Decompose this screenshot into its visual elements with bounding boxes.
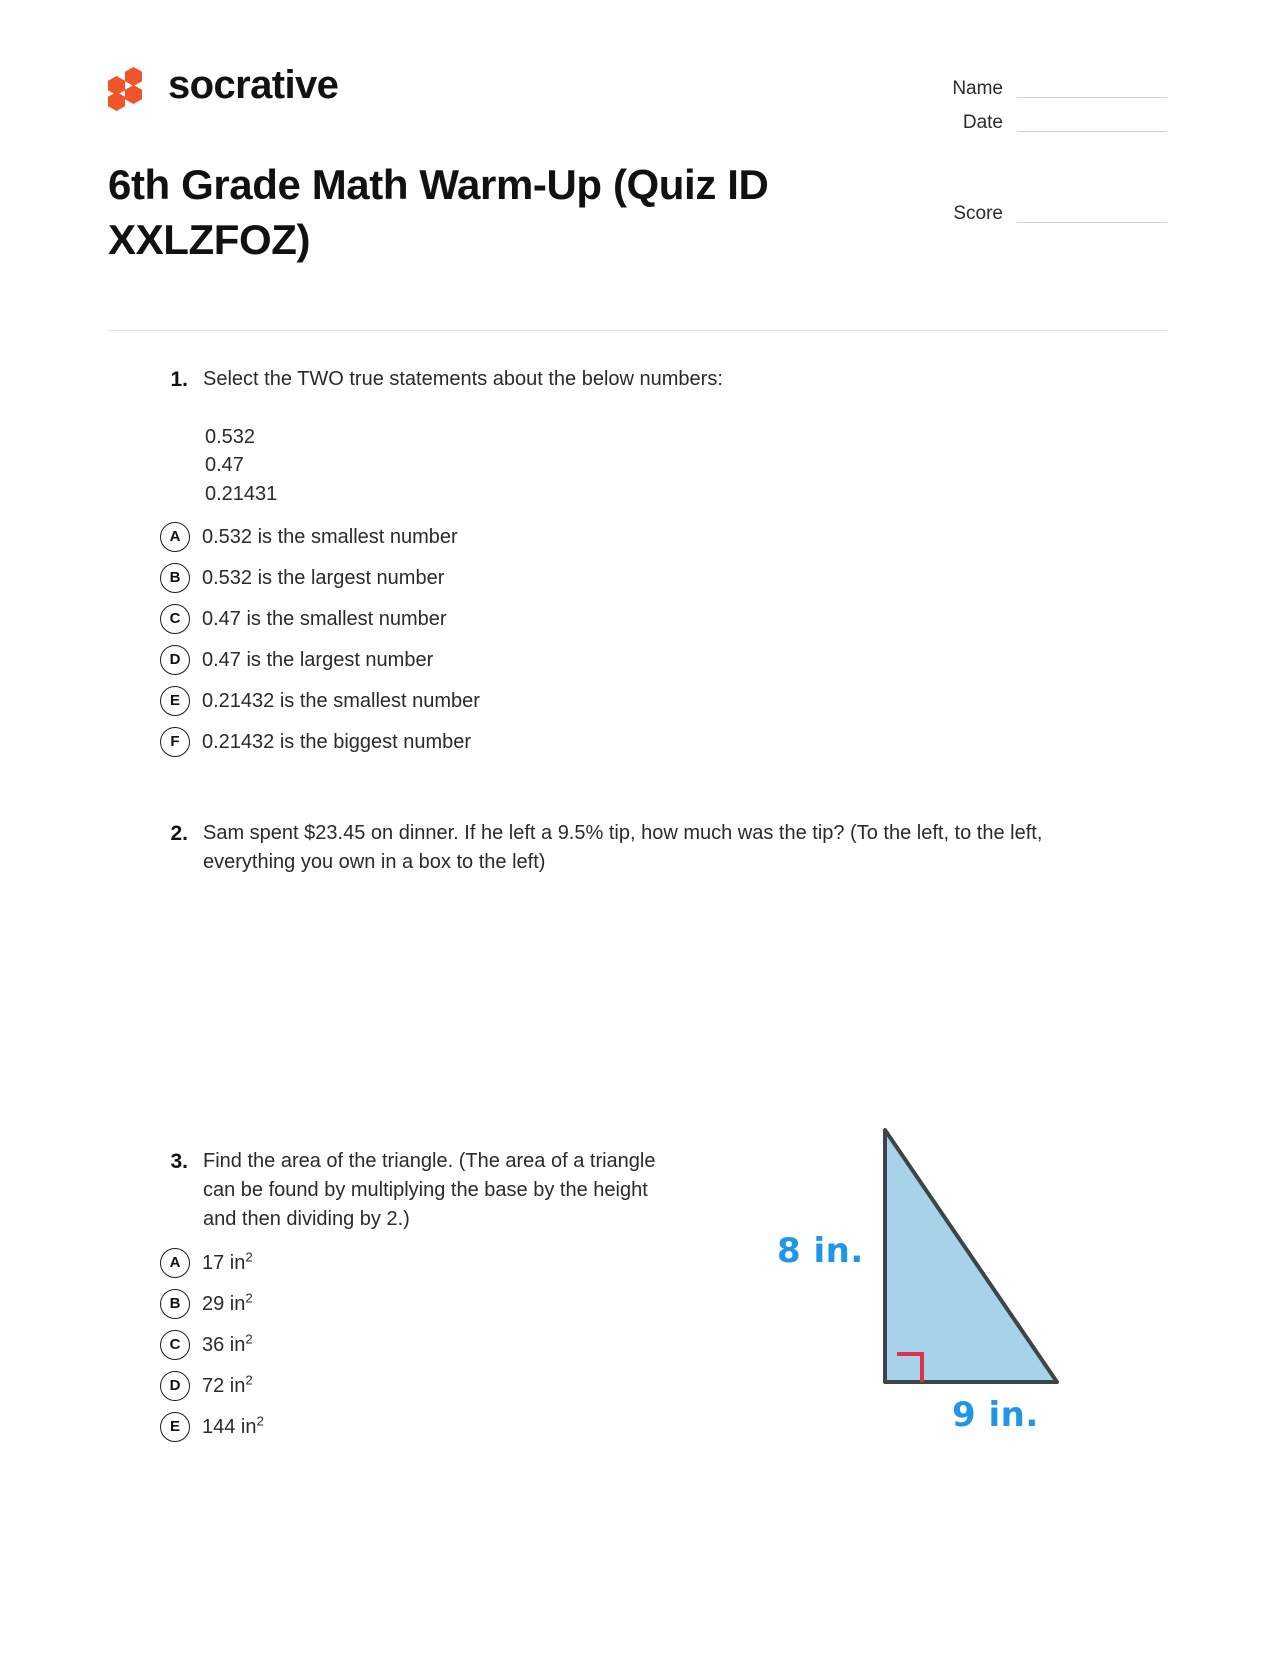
choice-bubble-a[interactable]: A [160,522,190,552]
list-item: 0.532 [205,425,256,448]
choice-value: 144 in [202,1415,257,1438]
triangle-height-label: 8 in. [777,1231,864,1271]
name-label: Name [952,78,1003,99]
choice-bubble-a[interactable]: A [160,1248,190,1278]
choice-label-a [202,1250,253,1276]
question-2-number: 2. [170,821,188,845]
page-title: 6th Grade Math Warm-Up (Quiz ID XXLZFOZ) [108,161,769,264]
date-label: Date [962,112,1003,133]
question-1-number: 1. [170,368,188,391]
choice-bubble-d[interactable]: D [160,645,190,675]
choice-exponent: 2 [245,1249,253,1265]
choice-bubble-e[interactable]: E [160,1412,190,1442]
date-input-line[interactable] [1017,111,1167,132]
question-2-text: Sam spent $23.45 on dinner. If he left a 9.5% tip, how much was the tip? (To the left, to the left, everything you own in a box to the left) [203,821,1043,873]
header-divider [108,330,1167,331]
question-3-text: Find the area of the triangle. (The area of a triangle can be found by multiplying the base by the height and then dividing by 2.) [203,1149,656,1230]
list-item: 0.47 [205,454,244,477]
choice-b[interactable] [108,563,1167,593]
date-field-row [927,111,1167,132]
choice-label-d: 0.47 is the largest number [202,648,434,671]
choice-bubble-c[interactable]: C [160,1330,190,1360]
choice-label-b [202,1291,253,1317]
choice-bubble-f[interactable]: F [160,727,190,757]
choice-d[interactable] [108,645,1167,675]
question-3-number: 3. [170,1149,188,1173]
choice-label-e [202,1414,264,1440]
triangle-shape [885,1130,1057,1382]
choice-a[interactable] [108,522,1167,552]
question-1-number-list [205,423,1167,508]
choice-bubble-e[interactable]: E [160,686,190,716]
choice-value: 17 in [202,1251,246,1274]
name-field-row [927,77,1167,98]
choice-bubble-b[interactable]: B [160,1289,190,1319]
choice-label-c [202,1332,253,1358]
choice-exponent: 2 [256,1413,264,1429]
hexagon-shape [125,85,142,104]
name-input-line[interactable] [1017,77,1167,98]
question-1-header [108,365,1167,395]
choice-e[interactable] [108,686,1167,716]
choice-exponent: 2 [245,1372,253,1388]
hexagon-logo-icon [108,62,152,108]
score-input-line[interactable] [1017,202,1167,223]
choice-value: 72 in [202,1374,246,1397]
socrative-logo [108,55,848,115]
choice-bubble-c[interactable]: C [160,604,190,634]
score-label: Score [953,203,1003,224]
question-2 [108,819,1167,877]
triangle-figure [767,1118,1167,1448]
question-1-text: Select the TWO true statements about the below numbers: [203,368,723,390]
question-1 [108,365,1167,757]
choice-bubble-b[interactable]: B [160,563,190,593]
choice-exponent: 2 [245,1331,253,1347]
score-field-row [927,202,1167,223]
brand-and-title [108,55,848,296]
choice-label-c: 0.47 is the smallest number [202,607,447,630]
list-item: 0.21431 [205,482,278,505]
hexagon-shape [108,92,125,111]
choice-exponent: 2 [245,1290,253,1306]
choice-value: 36 in [202,1333,246,1356]
question-2-header [108,819,1167,877]
choice-label-b: 0.532 is the largest number [202,566,445,589]
choice-label-d [202,1373,253,1399]
page-header [0,0,1275,296]
choice-label-e: 0.21432 is the smallest number [202,689,480,712]
choice-c[interactable] [108,604,1167,634]
choice-bubble-d[interactable]: D [160,1371,190,1401]
hexagon-shape [125,67,142,86]
triangle-base-label: 9 in. [952,1395,1039,1435]
question-1-choices [108,522,1167,757]
student-info-block [927,77,1167,236]
choice-label-a: 0.532 is the smallest number [202,525,458,548]
choice-f[interactable] [108,727,1167,757]
choice-label-f: 0.21432 is the biggest number [202,730,472,753]
choice-value: 29 in [202,1292,246,1315]
brand-wordmark: socrative [168,63,339,107]
